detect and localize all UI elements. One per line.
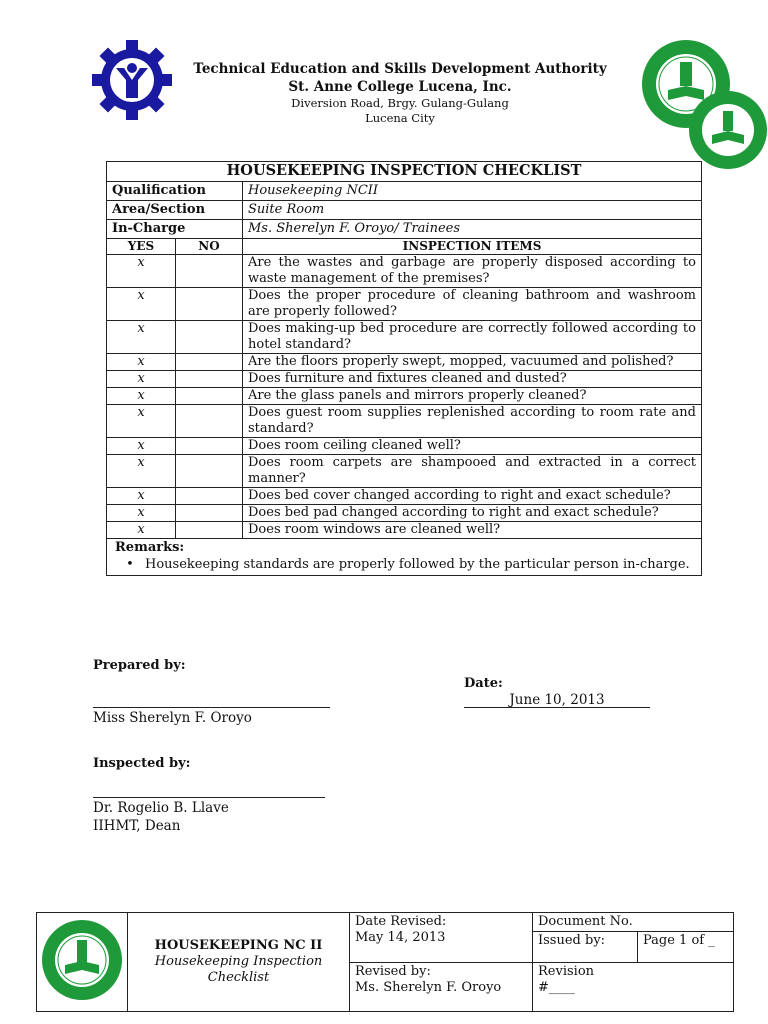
no-mark [176, 371, 243, 388]
inspection-item: Are the glass panels and mirrors properly cleaned? [243, 388, 702, 405]
revision-value: #____ [538, 980, 575, 995]
no-mark [176, 522, 243, 539]
prepared-signature-line [93, 707, 330, 708]
header-text [160, 60, 640, 126]
revision-label: Revision [538, 964, 595, 979]
school-city: Lucena City [365, 111, 435, 125]
yes-mark: x [107, 438, 176, 455]
no-mark [176, 321, 243, 354]
inspector-name: Dr. Rogelio B. Llave [93, 800, 229, 816]
inspection-item: Does room carpets are shampooed and extracted in a correct manner? [243, 455, 702, 488]
yes-mark: x [107, 255, 176, 288]
qualification-label: Qualification [107, 182, 243, 201]
footer-title: HOUSEKEEPING NC II [154, 938, 323, 953]
area-value: Suite Room [243, 201, 702, 220]
table-row [107, 405, 702, 438]
col-no-header: NO [176, 239, 243, 255]
no-mark [176, 505, 243, 522]
inspector-title: IIHMT, Dean [93, 818, 181, 834]
no-mark [176, 455, 243, 488]
preparer-name: Miss Sherelyn F. Oroyo [93, 710, 252, 726]
date-revised-label: Date Revised: [355, 914, 447, 929]
inspection-item: Does making-up bed procedure are correctly followed according to hotel standard? [243, 321, 702, 354]
yes-mark: x [107, 488, 176, 505]
date-value: June 10, 2013 [509, 692, 605, 708]
revised-by-value: Ms. Sherelyn F. Oroyo [355, 980, 502, 995]
revised-by-label: Revised by: [355, 964, 431, 979]
no-mark [176, 488, 243, 505]
footer-logo-cell [37, 913, 128, 1012]
no-mark [176, 255, 243, 288]
table-row [107, 505, 702, 522]
school-seal-icon [40, 918, 124, 1002]
table-row [107, 388, 702, 405]
table-row [107, 354, 702, 371]
yes-mark: x [107, 288, 176, 321]
inspection-item: Does furniture and fixtures cleaned and dusted? [243, 371, 702, 388]
table-row [107, 321, 702, 354]
footer-subtitle: Housekeeping Inspection Checklist [154, 954, 323, 985]
remarks-label: Remarks: [115, 540, 185, 555]
table-row [107, 488, 702, 505]
yes-mark: x [107, 455, 176, 488]
inspection-item: Are the floors properly swept, mopped, vacuumed and polished? [243, 354, 702, 371]
inspector-signature-line [93, 797, 325, 798]
qualification-value: Housekeeping NCII [243, 182, 702, 201]
date-revised-value: May 14, 2013 [355, 930, 446, 945]
remarks-section [107, 539, 702, 576]
page-number: Page 1 of _ [638, 932, 734, 963]
checklist-title: HOUSEKEEPING INSPECTION CHECKLIST [107, 162, 702, 182]
table-row [107, 288, 702, 321]
date-line [464, 707, 650, 708]
school-address: Diversion Road, Brgy. Gulang-Gulang [291, 96, 509, 110]
no-mark [176, 288, 243, 321]
date-label: Date: [464, 676, 503, 691]
yes-mark: x [107, 321, 176, 354]
school-name: St. Anne College Lucena, Inc. [288, 79, 512, 95]
yes-mark: x [107, 505, 176, 522]
revised-by-cell [350, 963, 533, 1012]
yes-mark: x [107, 371, 176, 388]
table-row [107, 522, 702, 539]
issued-by-label: Issued by: [533, 932, 638, 963]
no-mark [176, 354, 243, 371]
inspection-item: Does bed pad changed according to right and exact schedule? [243, 505, 702, 522]
no-mark [176, 388, 243, 405]
yes-mark: x [107, 522, 176, 539]
col-yes-header: YES [107, 239, 176, 255]
table-row [107, 255, 702, 288]
document-footer [36, 912, 733, 1012]
no-mark [176, 438, 243, 455]
table-row [107, 438, 702, 455]
inspection-item: Does guest room supplies replenished according to room rate and standard? [243, 405, 702, 438]
school-seal-logo [640, 38, 768, 170]
inspection-item: Does bed cover changed according to right and exact schedule? [243, 488, 702, 505]
yes-mark: x [107, 388, 176, 405]
table-row [107, 455, 702, 488]
footer-title-cell [128, 913, 350, 1012]
incharge-value: Ms. Sherelyn F. Oroyo/ Trainees [243, 220, 702, 239]
remarks-text: Housekeeping standards are properly followed by the particular person in-charge. [145, 557, 690, 572]
bullet-icon: • [126, 557, 134, 572]
inspected-by-label: Inspected by: [93, 756, 191, 771]
col-items-header: INSPECTION ITEMS [243, 239, 702, 255]
incharge-label: In-Charge [107, 220, 243, 239]
no-mark [176, 405, 243, 438]
inspection-item: Are the wastes and garbage are properly disposed according to waste management of the premises? [243, 255, 702, 288]
inspection-checklist-table [106, 161, 702, 576]
revision-cell [533, 963, 734, 1012]
yes-mark: x [107, 405, 176, 438]
inspection-item: Does room windows are cleaned well? [243, 522, 702, 539]
org-name: Technical Education and Skills Development Authority [193, 61, 607, 77]
prepared-by-label: Prepared by: [93, 658, 186, 673]
yes-mark: x [107, 354, 176, 371]
document-no-label: Document No. [533, 913, 734, 932]
area-label: Area/Section [107, 201, 243, 220]
inspection-item: Does room ceiling cleaned well? [243, 438, 702, 455]
date-revised-cell [350, 913, 533, 963]
table-row [107, 371, 702, 388]
inspection-item: Does the proper procedure of cleaning bathroom and washroom are properly followed? [243, 288, 702, 321]
